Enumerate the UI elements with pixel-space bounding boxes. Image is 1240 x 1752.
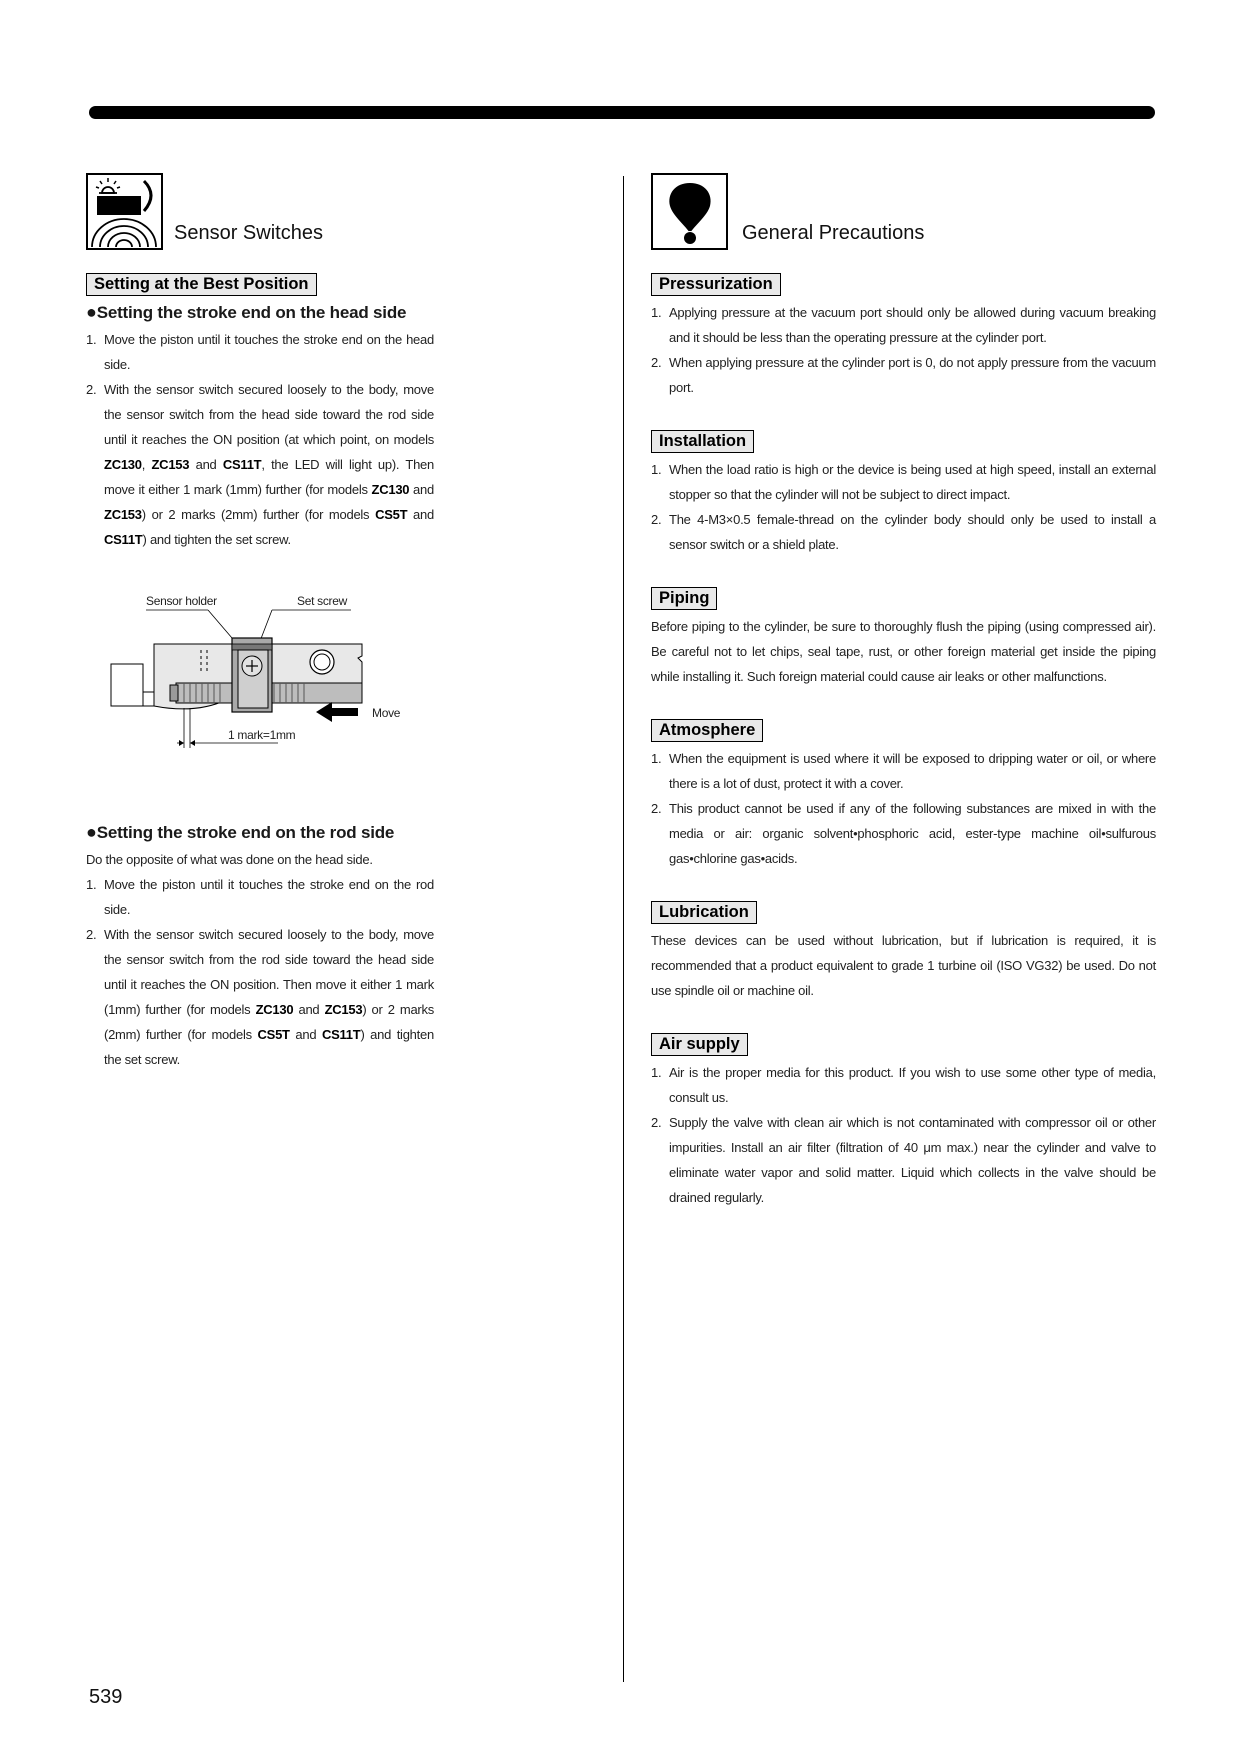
sensor-position-diagram <box>86 582 434 772</box>
list-item: 1. Move the piston until it touches the stroke end on the head side. <box>86 332 434 372</box>
piping-text: Before piping to the cylinder, be sure to thoroughly flush the piping (using compressed air). Be careful not to let chips, seal tape, rust, or other foreign material get inside the piping while installing it. Such foreign material could cause air leaks or other malfunctions. <box>651 619 1156 684</box>
rod-side-intro: Do the opposite of what was done on the head side. <box>86 852 373 867</box>
section-title: Sensor Switches <box>174 222 323 244</box>
page-number: 539 <box>89 1686 123 1708</box>
right-column <box>651 173 1156 1240</box>
subhead-piping: Piping <box>651 587 717 610</box>
list-item: 2. The 4-M3×0.5 female-thread on the cylinder body should only be used to install a sensor switch or a shield plate. <box>651 512 1156 552</box>
label-mark: 1 mark=1mm <box>228 728 296 742</box>
heading-head-side: ●Setting the stroke end on the head side <box>86 302 407 322</box>
subhead-best-position: Setting at the Best Position <box>86 273 317 296</box>
section-header-general-precautions <box>651 173 1156 261</box>
piping-block <box>651 587 1156 689</box>
lubrication-text: These devices can be used without lubrication, but if lubrication is required, it is recommended that a product equivalent to grade 1 turbine oil (ISO VG32) be used. Do not use spindle oil or machine oil. <box>651 933 1156 998</box>
subhead-lubrication: Lubrication <box>651 901 757 924</box>
caution-icon <box>651 173 728 250</box>
list-item: 2. This product cannot be used if any of the following substances are mixed in with the media or air: organic solvent•phosphoric acid, ester-type machine oil•sulfurous gas•chlorine gas•acids. <box>651 801 1156 866</box>
lubrication-block <box>651 901 1156 1003</box>
left-column <box>86 173 434 1072</box>
list-item: 2. With the sensor switch secured loosely to the body, move the sensor switch from the rod side toward the head side until it reaches the ON position. Then move it either 1 mark (1mm) further (for models ZC130 and ZC153) or 2 marks (2mm) further (for models CS5T and CS11T) and tighten the set screw. <box>86 927 434 1067</box>
air-supply-block <box>651 1033 1156 1210</box>
head-side-steps <box>86 327 434 552</box>
list-item: 1. Move the piston until it touches the stroke end on the rod side. <box>86 877 434 917</box>
list-item: 1. Applying pressure at the vacuum port should only be allowed during vacuum breaking and it should be less than the operating pressure at the cylinder port. <box>651 305 1156 345</box>
installation-block <box>651 430 1156 557</box>
heading-rod-side: ●Setting the stroke end on the rod side <box>86 822 395 842</box>
label-move: Move <box>372 706 401 720</box>
air-supply-list <box>651 1060 1156 1210</box>
subhead-air-supply: Air supply <box>651 1033 748 1056</box>
list-item: 2. When applying pressure at the cylinder port is 0, do not apply pressure from the vacuum port. <box>651 355 1156 395</box>
sensor-switch-icon <box>86 173 163 250</box>
column-divider <box>623 176 624 1682</box>
list-item: 1. When the load ratio is high or the device is being used at high speed, install an external stopper so that the cylinder will not be subject to direct impact. <box>651 462 1156 502</box>
top-rule <box>89 106 1155 119</box>
label-set-screw: Set screw <box>297 594 347 608</box>
label-sensor-holder: Sensor holder <box>146 594 217 608</box>
list-item: 2. With the sensor switch secured loosely to the body, move the sensor switch from the head side toward the rod side until it reaches the ON position (at which point, on models ZC130, ZC153 and CS11T, the LED will light up). Then move it either 1 mark (1mm) further (for models ZC130 and ZC153) or 2 marks (2mm) further (for models CS5T and CS11T) and tighten the set screw. <box>86 382 435 547</box>
subhead-installation: Installation <box>651 430 754 453</box>
subhead-atmosphere: Atmosphere <box>651 719 763 742</box>
rod-side-steps <box>86 872 434 1072</box>
list-item: 1. When the equipment is used where it will be exposed to dripping water or oil, or where there is a lot of dust, protect it with a cover. <box>651 751 1156 791</box>
pressurization-block <box>651 273 1156 400</box>
list-item: 2. Supply the valve with clean air which is not contaminated with compressor oil or other impurities. Install an air filter (filtration of 40 μm max.) near the cylinder and valve to eliminate water vapor and solid matter. Liquid which collects in the valve should be drained regularly. <box>651 1115 1156 1205</box>
list-item: 1. Air is the proper media for this product. If you wish to use some other type of media, consult us. <box>651 1065 1156 1105</box>
subhead-pressurization: Pressurization <box>651 273 781 296</box>
atmosphere-block <box>651 719 1156 871</box>
section-title: General Precautions <box>742 222 925 244</box>
section-header-sensor-switches <box>86 173 434 261</box>
pressurization-list <box>651 300 1156 400</box>
installation-list <box>651 457 1156 557</box>
atmosphere-list <box>651 746 1156 871</box>
